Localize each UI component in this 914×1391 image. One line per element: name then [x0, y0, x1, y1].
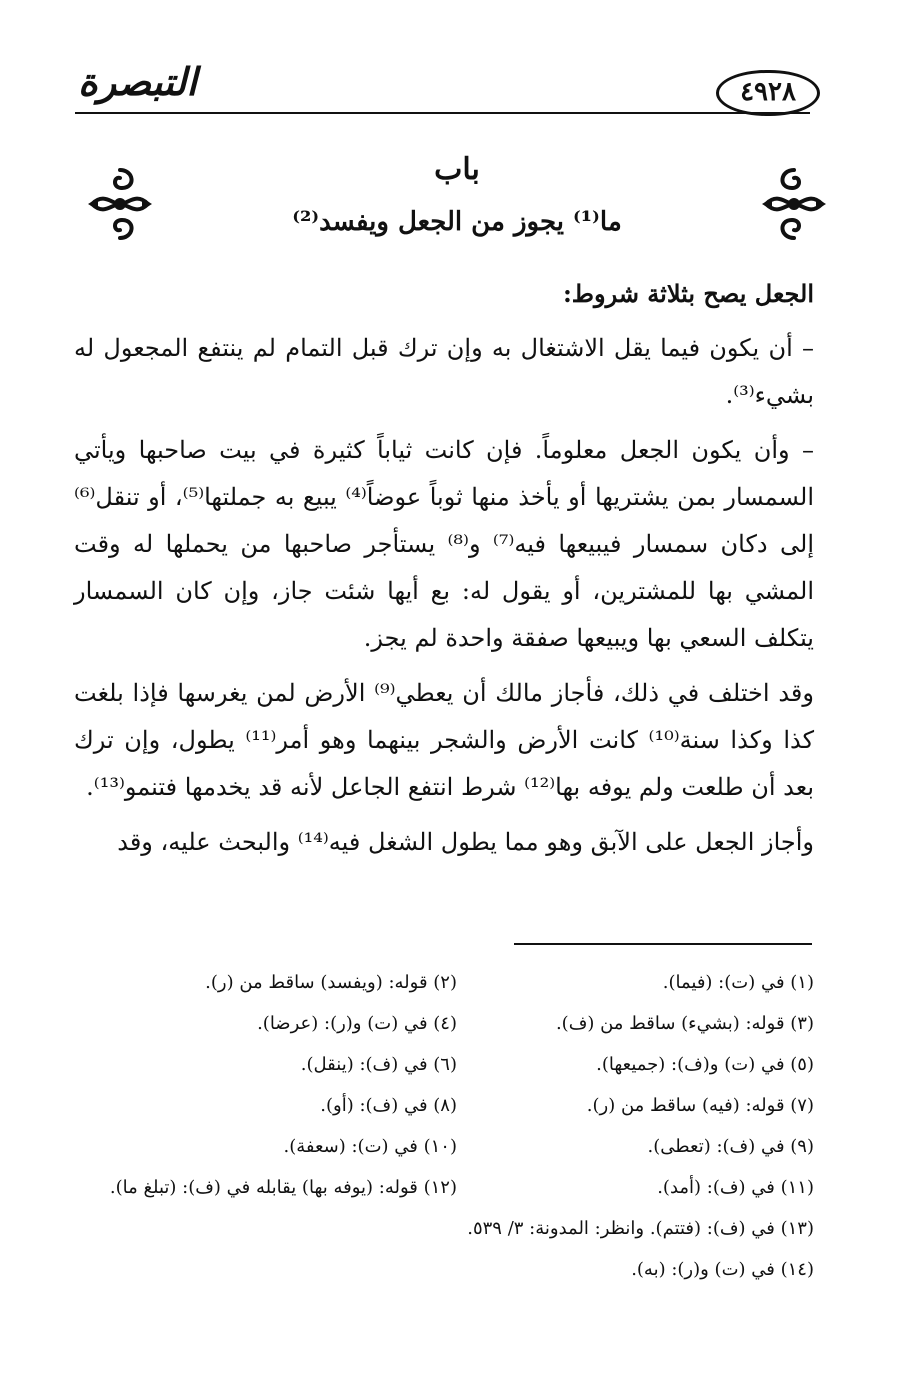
book-title: التبصرة	[78, 59, 197, 104]
footnote-row	[100, 1167, 814, 1208]
body-text	[74, 270, 814, 874]
chapter-label: باب	[434, 152, 480, 187]
body-paragraph: – أن يكون فيما يقل الاشتغال به وإن ترك قبل التمام لم ينتفع المجعول له بشيء⁽³⁾.	[74, 334, 814, 409]
footnote-13: (١٣) في (ف): (فتتم). وانظر: المدونة: ٣/ ٥٣٩.	[467, 1218, 814, 1239]
ornament-left-icon	[84, 162, 156, 246]
footnote-11: (١١) في (ف): (أمد).	[657, 1177, 814, 1198]
body-paragraph: – وأن يكون الجعل معلوماً. فإن كانت ثياباً كثيرة في بيت صاحبها ويأتي السمسار بمن يشتريها أو يأخذ منها ثوباً عوضاً⁽⁴⁾ يبيع به جملتها⁽⁵⁾، أو تنقل⁽⁶⁾ إلى دكان سمسار فيبيعها فيه⁽⁷⁾ و⁽⁸⁾ يستأجر صاحبها من يحملها له وقت المشي بها للمشترين، أو يقول له: بع أيها شئت جاز، وإن كان السمسار يتكلف السعي بها ويبيعها صفقة واحدة لم يجز.	[74, 436, 814, 652]
ornament-right-icon	[758, 162, 830, 246]
body-paragraph: وأجاز الجعل على الآبق وهو مما يطول الشغل فيه⁽¹⁴⁾ والبحث عليه، وقد	[117, 828, 814, 856]
footnote-row	[100, 962, 814, 1003]
page-number: ٤٩٢٨	[740, 77, 796, 107]
footnote-6: (٦) في (ف): (ينقل).	[300, 1054, 457, 1075]
body-lead: الجعل يصح بثلاثة شروط:	[562, 279, 814, 308]
footnote-14: (١٤) في (ت) و(ر): (به).	[631, 1259, 814, 1280]
footnote-10: (١٠) في (ت): (سعفة).	[283, 1136, 457, 1157]
footnote-8: (٨) في (ف): (أو).	[320, 1095, 457, 1116]
footnote-row	[100, 1003, 814, 1044]
footnotes	[100, 962, 814, 1290]
footnote-7: (٧) قوله: (فيه) ساقط من (ر).	[586, 1095, 814, 1116]
chapter-title: ما⁽¹⁾ يجوز من الجعل ويفسد⁽²⁾	[292, 207, 622, 237]
footnote-9: (٩) في (ف): (تعطى).	[647, 1136, 814, 1157]
footnote-5: (٥) في (ت) و(ف): (جميعها).	[596, 1054, 814, 1075]
body-paragraph: وقد اختلف في ذلك، فأجاز مالك أن يعطي⁽⁹⁾ الأرض لمن يغرسها فإذا بلغت كذا وكذا سنة⁽¹⁰⁾ كانت الأرض والشجر بينهما وهو أمر⁽¹¹⁾ يطول، وإن ترك بعد أن طلعت ولم يوفه بها⁽¹²⁾ شرط انتفع الجاعل لأنه قد يخدمها فتنمو⁽¹³⁾.	[74, 679, 815, 801]
footnote-row	[100, 1044, 814, 1085]
header-rule	[75, 112, 810, 114]
footnote-12: (١٢) قوله: (يوفه بها) يقابله في (ف): (تبلغ ما).	[109, 1177, 457, 1198]
footnote-3: (٣) قوله: (بشيء) ساقط من (ف).	[555, 1013, 814, 1034]
footnote-4: (٤) في (ت) و(ر): (عرضا).	[257, 1013, 457, 1034]
footnote-row	[100, 1085, 814, 1126]
footnote-row	[100, 1126, 814, 1167]
footnote-rule	[514, 943, 812, 945]
footnote-2: (٢) قوله: (ويفسد) ساقط من (ر).	[205, 972, 457, 993]
footnote-1: (١) في (ت): (فيما).	[662, 972, 814, 993]
